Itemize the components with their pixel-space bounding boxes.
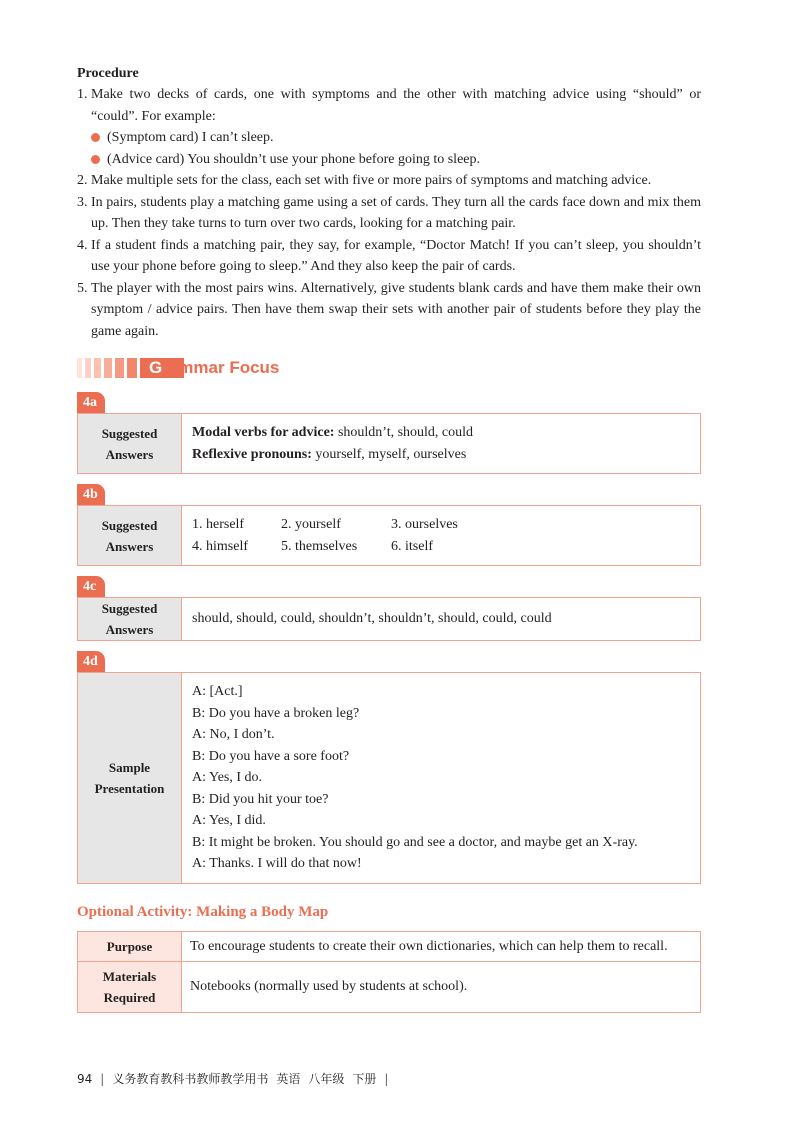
optional-activity-heading: Optional Activity: Making a Body Map xyxy=(77,903,329,920)
exercise-4d xyxy=(77,651,701,884)
answer-item: 4. himself xyxy=(192,538,248,554)
answer-label: Suggested Answers xyxy=(78,598,182,640)
item-text: The player with the most pairs wins. Alternatively, give students blank cards and have them make their own symptom / advice pairs. Then have them swap their sets with another pair of students before they play the game again. xyxy=(91,280,701,339)
procedure-item xyxy=(77,278,701,343)
bullet-text: (Advice card) You shouldn’t use your phone before going to sleep. xyxy=(107,151,481,167)
page-number: 94 xyxy=(77,1071,93,1086)
exercise-4b xyxy=(77,484,701,566)
procedure-heading: Procedure xyxy=(77,66,139,81)
answer-row xyxy=(192,514,690,536)
exercise-tag: 4c xyxy=(77,576,105,597)
bullet-text: (Symptom card) I can’t sleep. xyxy=(107,130,274,145)
purpose-text: To encourage students to create their own dictionaries, which can help them to recall. xyxy=(190,938,668,954)
answer-item: 2. yourself xyxy=(281,517,341,532)
dialogue-line: A: No, I don’t. xyxy=(192,727,275,742)
item-number: 4. xyxy=(77,237,88,253)
answer-line: Modal verbs for advice: shouldn’t, should, could xyxy=(192,425,474,440)
procedure-item xyxy=(77,192,701,235)
answer-table xyxy=(77,505,701,566)
materials-text: Notebooks (normally used by students at school). xyxy=(190,979,468,994)
answer-line: should, should, could, shouldn’t, shouldn’t, should, could, could xyxy=(192,611,552,627)
procedure-item xyxy=(77,84,701,127)
item-number: 3. xyxy=(77,194,88,210)
item-number: 5. xyxy=(77,280,88,296)
item-text: Make multiple sets for the class, each set with five or more pairs of symptoms and matching advice. xyxy=(91,173,652,188)
dialogue-line: A: Yes, I did. xyxy=(192,813,266,828)
bullet-item xyxy=(77,127,701,149)
purpose-label: Purpose xyxy=(78,932,182,961)
bullet-dot-icon xyxy=(91,133,100,142)
dialogue-line: B: It might be broken. You should go and see a doctor, and maybe get an X-ray. xyxy=(192,834,638,850)
answer-content xyxy=(182,598,700,640)
answer-table xyxy=(77,597,701,641)
answer-content xyxy=(182,506,700,565)
book-grade: 八年级 xyxy=(308,1072,345,1086)
grammar-focus-banner xyxy=(77,356,701,380)
answer-row xyxy=(192,536,690,558)
item-text: If a student finds a matching pair, they say, for example, “Doctor Match! If you can’t sleep, you shouldn’t use your phone before going to sleep.” And they also keep the pair of cards. xyxy=(91,237,701,274)
optional-activity-table xyxy=(77,931,701,1013)
answer-item: 6. itself xyxy=(391,538,433,554)
bullet-item xyxy=(77,149,701,171)
exercise-tag: 4b xyxy=(77,484,105,505)
procedure-item xyxy=(77,235,701,278)
dialogue-line: B: Do you have a broken leg? xyxy=(192,705,360,721)
answer-table xyxy=(77,672,701,884)
materials-row xyxy=(78,961,700,1012)
footer-separator: | xyxy=(384,1071,389,1086)
dialogue-line: A: [Act.] xyxy=(192,684,243,699)
dialogue-line: B: Did you hit your toe? xyxy=(192,791,329,807)
item-text: Make two decks of cards, one with symptoms and the other with matching advice using “should” or “could”. For example: xyxy=(91,87,701,124)
answer-item: 1. herself xyxy=(192,517,245,532)
dialogue-line: A: Yes, I do. xyxy=(192,770,263,785)
item-number: 2. xyxy=(77,173,88,188)
footer-separator: | xyxy=(100,1071,105,1086)
purpose-row xyxy=(78,932,700,961)
procedure-item xyxy=(77,170,701,192)
dialogue-content xyxy=(182,673,700,883)
exercise-4c xyxy=(77,576,701,641)
answer-content xyxy=(182,414,700,473)
exercise-tag: 4a xyxy=(77,392,105,413)
bullet-dot-icon xyxy=(91,155,100,164)
book-volume: 下册 xyxy=(352,1072,377,1086)
answer-item: 5. themselves xyxy=(281,538,358,554)
answer-line: Reflexive pronouns: yourself, myself, ourselves xyxy=(192,446,467,462)
page-content xyxy=(77,60,701,1013)
answer-label: Sample Presentation xyxy=(78,673,182,883)
dialogue-line: A: Thanks. I will do that now! xyxy=(192,856,362,871)
procedure-list xyxy=(77,84,701,342)
item-number: 1. xyxy=(77,87,88,102)
page-footer xyxy=(77,1070,388,1087)
answer-item: 3. ourselves xyxy=(391,517,458,532)
exercise-4a xyxy=(77,392,701,474)
dialogue-line: B: Do you have a sore foot? xyxy=(192,748,350,764)
book-title: 义务教育教科书教师教学用书 xyxy=(112,1072,269,1086)
item-text: In pairs, students play a matching game using a set of cards. They turn all the cards face down and mix them up. Then they take turns to turn over two cards, looking for a matching pair. xyxy=(91,194,701,231)
answer-label: Suggested Answers xyxy=(78,506,182,565)
book-subject: 英语 xyxy=(276,1072,301,1086)
exercise-tag: 4d xyxy=(77,651,105,672)
answer-table xyxy=(77,413,701,474)
materials-label: Materials Required xyxy=(78,962,182,1012)
section-title: Grammar Focus xyxy=(149,358,280,377)
answer-label: Suggested Answers xyxy=(78,414,182,473)
